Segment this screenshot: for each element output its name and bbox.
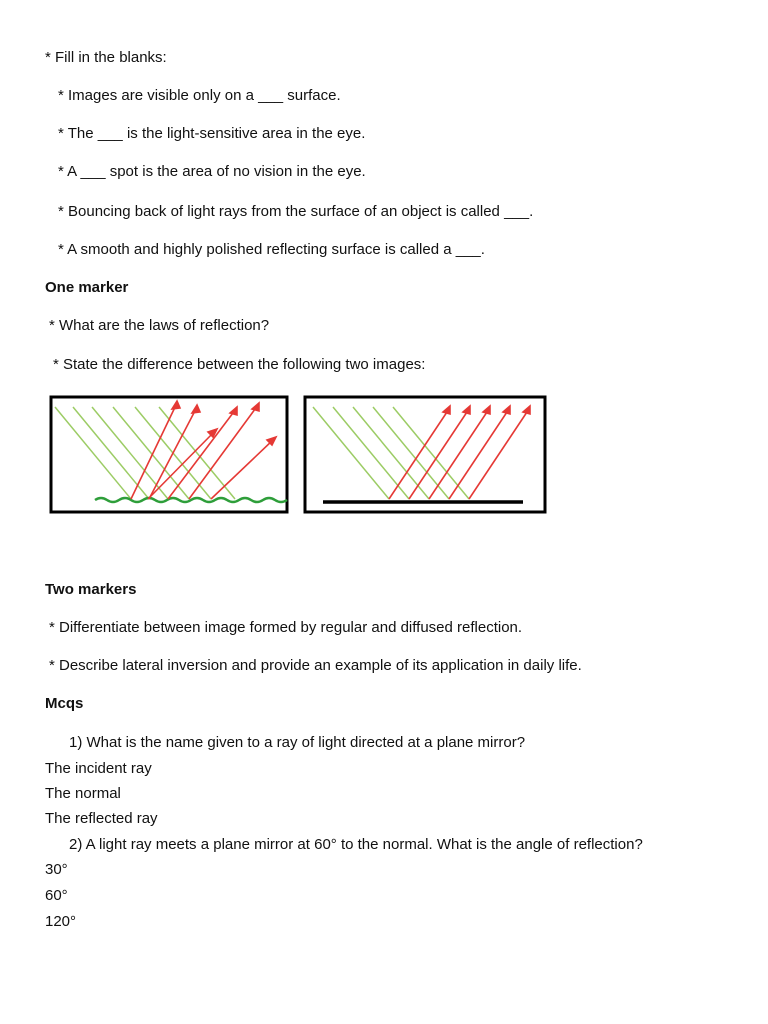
mcq-question: 1) What is the name given to a ray of light directed at a plane mirror? — [69, 734, 526, 751]
mcq-option: 120° — [45, 913, 77, 930]
diffused-reflection-diagram — [49, 395, 291, 517]
one-marker-heading: One marker — [45, 279, 129, 296]
fill-blank-item: * The ___ is the light-sensitive area in the eye. — [58, 125, 366, 142]
diffused-reflection-figure — [49, 395, 291, 517]
mcq-option: 60° — [45, 887, 68, 904]
two-marker-item: * Differentiate between image formed by regular and diffused reflection. — [49, 619, 523, 636]
regular-reflection-diagram — [303, 395, 549, 517]
two-markers-heading: Two markers — [45, 581, 137, 598]
mcq-option: The incident ray — [45, 760, 152, 777]
regular-reflection-figure — [303, 395, 549, 517]
mcqs-heading: Mcqs — [45, 695, 84, 712]
fill-blank-item: * Bouncing back of light rays from the surface of an object is called ___. — [58, 203, 534, 220]
one-marker-item: * What are the laws of reflection? — [49, 317, 270, 334]
one-marker-item: * State the difference between the following two images: — [53, 356, 426, 373]
fill-blanks-heading: * Fill in the blanks: — [45, 49, 167, 66]
two-marker-item: * Describe lateral inversion and provide an example of its application in daily life. — [49, 657, 582, 674]
mcq-option: The reflected ray — [45, 810, 158, 827]
fill-blank-item: * A smooth and highly polished reflecting surface is called a ___. — [58, 241, 485, 258]
mcq-question: 2) A light ray meets a plane mirror at 60° to the normal. What is the angle of reflection? — [69, 836, 643, 853]
mcq-option: 30° — [45, 861, 68, 878]
fill-blank-item: * A ___ spot is the area of no vision in the eye. — [58, 163, 366, 180]
fill-blank-item: * Images are visible only on a ___ surface. — [58, 87, 341, 104]
mcq-option: The normal — [45, 785, 121, 802]
